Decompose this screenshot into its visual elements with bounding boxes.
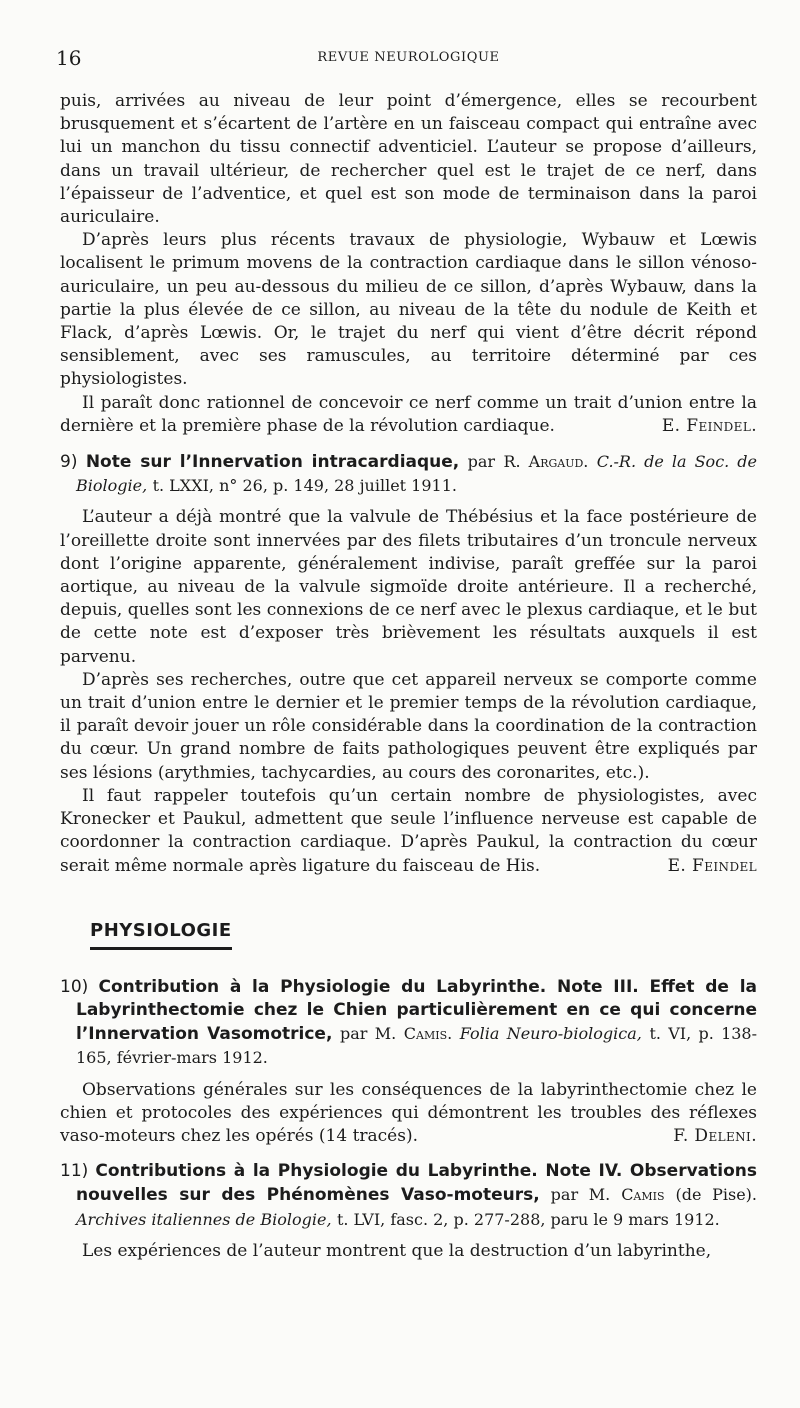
entry-details: t. VI, p. 138-165, février-mars 1912.: [76, 1024, 758, 1068]
intro-paragraph-1: puis, arrivées au niveau de leur point d’émergence, elles se recourbent brusquement et s’écartent de l’artère en un faisceau compact qui entraîne avec lui un manchon du tissu connectif adventiciel. L’auteur se propose d’ailleurs, dans un travail ultérieur, de rechercher quel est le trajet de ce nerf, dans l’épaisseur de l’adventice, et quel est son mode de terminaison dans la paroi auriculaire.: [60, 91, 757, 228]
page-number: 16: [56, 46, 82, 70]
entry-9-paragraph-1: L’auteur a déjà montré que la valvule de Thébésius et la face postérieure de l’oreillette droite sont innervées par des filets tributaires d’un troncule nerveux dont l’origine apparente, généralement indivise, paraît greffée sur la paroi aortique, au niveau de la valvule sigmoïde droite antérieure. Il a recherché, depuis, quelles sont les connexions de ce nerf avec le plexus cardiaque, et le but de cette note est d’exposer très brièvement les résultats auxquels il est parvenu.: [60, 507, 757, 667]
entry-title: Contributions à la Physiologie du Labyrinthe. Note IV. Observations nouvelles sur des Phénomènes Vaso-moteurs,: [76, 1161, 757, 1206]
entry-9-heading: [60, 450, 757, 498]
entry-title: Note sur l’Innervation intracardiaque,: [85, 452, 460, 473]
intro-paragraph-2: D’après leurs plus récents travaux de physiologie, Wybauw et Lœwis localisent le primum movens de la contraction cardiaque dans le sillon vénoso-auriculaire, un peu au-dessous du milieu de ce sillon, d’après Wybauw, dans la partie la plus élevée de ce sillon, au niveau de la tête du nodule de Keith et Flack, d’après Lœwis. Or, le trajet du nerf qui vient d’être décrit répond sensiblement, avec ses ramuscules, au territoire déterminé par ces physiologistes.: [60, 230, 757, 390]
entry-10-paragraph-1-text: Observations générales sur les conséquences de la labyrinthectomie chez le chien et protocoles des expériences qui démontrent les troubles des réflexes vaso-moteurs chez les opérés (14 tracés).: [60, 1079, 757, 1146]
entry-number: 10): [60, 976, 89, 997]
intro-paragraph-3-text: Il paraît donc rationnel de concevoir ce nerf comme un trait d’union entre la dernière et la première phase de la révolution cardiaque.: [60, 392, 757, 436]
page-header: [56, 46, 757, 70]
entry-journal: C.-R. de la Soc. de Biologie,: [76, 452, 758, 496]
entry-by: par: [467, 452, 496, 472]
entry-number: 11): [60, 1161, 89, 1182]
entry-author: Camis: [621, 1185, 665, 1205]
signature: E. Feindel: [667, 855, 757, 876]
entry-9-paragraph-3: [60, 785, 757, 878]
entry-place: (de Pise).: [675, 1185, 757, 1205]
intro-paragraph-3: [60, 392, 757, 438]
signature: F. Deleni.: [673, 1125, 757, 1146]
entry-11-heading: [60, 1160, 757, 1232]
entry-author: Camis.: [403, 1024, 453, 1044]
entry-10-paragraph-1: [60, 1079, 757, 1149]
entry-author: R. Argaud.: [503, 452, 589, 472]
running-title: REVUE NEUROLOGIQUE: [317, 50, 500, 65]
entry-journal: Folia Neuro-biologica,: [459, 1024, 642, 1044]
entry-by: par M.: [550, 1185, 611, 1205]
entry-journal: Archives italiennes de Biologie,: [76, 1209, 332, 1229]
entry-9-paragraph-2: D’après ses recherches, outre que cet appareil nerveux se comporte comme un trait d’union entre le dernier et le premier temps de la révolution cardiaque, il paraît devoir jouer un rôle considérable dans la coordination de la contraction du cœur. Un grand nombre de faits pathologiques peuvent être expliqués par ses lésions (arythmies, tachycardies, au cours des coronarites, etc.).: [60, 669, 757, 783]
entry-title: Contribution à la Physiologie du Labyrinthe. Note III. Effet de la Labyrinthectomie chez le Chien particulièrement en ce qui concerne l’Innervation Vasomotrice,: [76, 976, 758, 1045]
journal-page: [56, 46, 758, 1263]
entry-by: par M.: [340, 1024, 397, 1044]
entry-details: t. LVI, fasc. 2, p. 277-288, paru le 9 mars 1912.: [336, 1209, 720, 1229]
entry-11-paragraph-1: Les expériences de l’auteur montrent que la destruction d’un labyrinthe,: [82, 1240, 712, 1261]
signature: E. Feindel.: [661, 415, 757, 436]
entry-9-paragraph-3-text: Il faut rappeler toutefois qu’un certain nombre de physiologistes, avec Kronecker et Paukul, admettent que seule l’influence nerveuse est capable de coordonner la contraction cardiaque. D’après Paukul, la contraction du cœur serait même normale après ligature du faisceau de His.: [60, 785, 757, 876]
section-heading: PHYSIOLOGIE: [90, 920, 232, 950]
entry-details: t. LXXI, n° 26, p. 149, 28 juillet 1911.: [152, 476, 457, 496]
entry-number: 9): [60, 452, 78, 473]
entry-10-heading: [60, 976, 757, 1071]
